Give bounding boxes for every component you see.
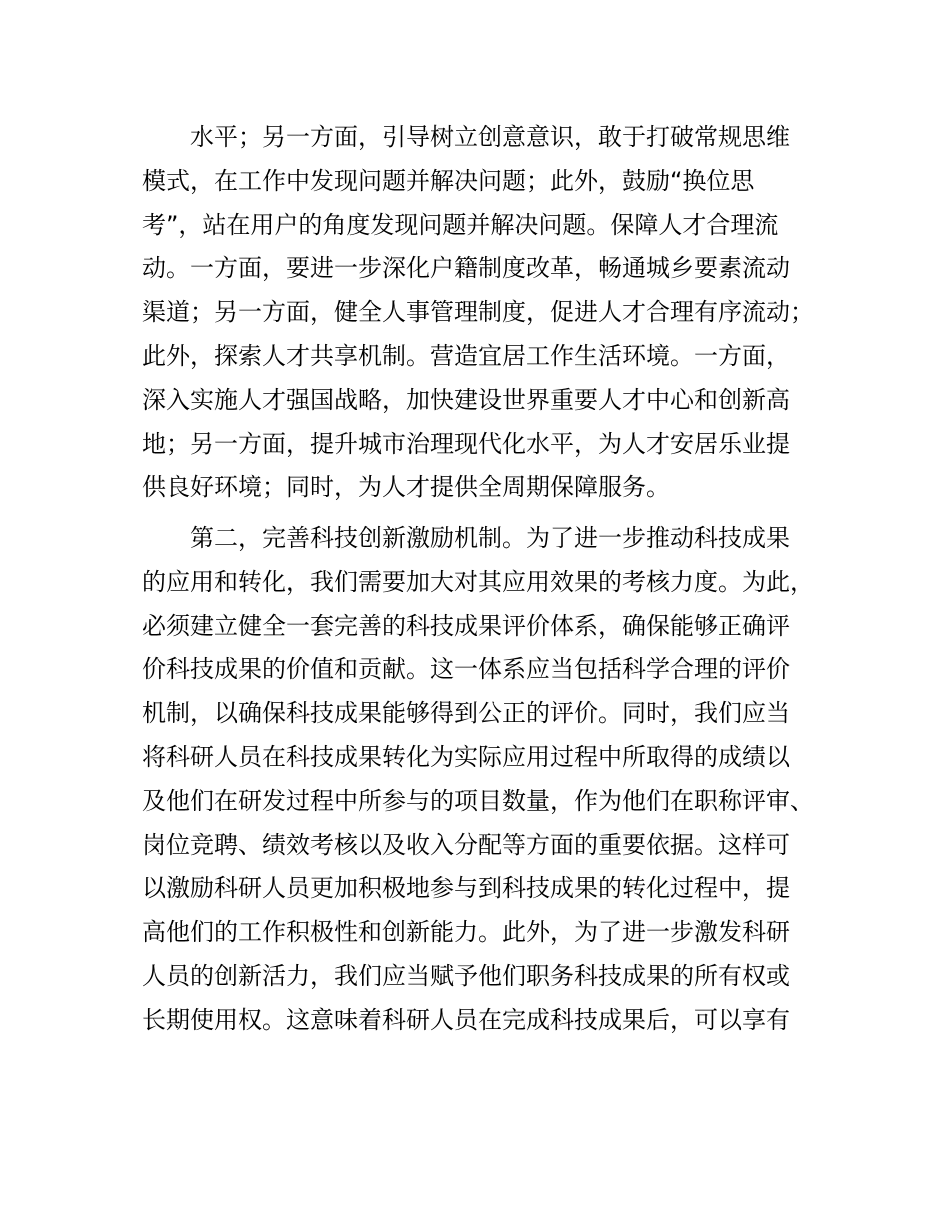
text-line: 必须建立健全一套完善的科技成果评价体系，确保能够正确评 (142, 611, 790, 640)
text-line: 机制，以确保科技成果能够得到公正的评价。同时，我们应当 (142, 699, 790, 728)
text-line: 动。一方面，要进一步深化户籍制度改革，畅通城乡要素流动 (142, 254, 790, 283)
text-line: 长期使用权。这意味着科研人员在完成科技成果后，可以享有 (142, 1005, 790, 1034)
text-line: 岗位竞聘、绩效考核以及收入分配等方面的重要依据。这样可 (142, 830, 790, 859)
text-line: 及他们在研发过程中所参与的项目数量，作为他们在职称评审、 (142, 786, 814, 815)
text-line: 的应用和转化，我们需要加大对其应用效果的考核力度。为此， (142, 567, 814, 596)
text-line: 模式，在工作中发现问题并解决问题；此外，鼓励“换位思 (142, 166, 755, 195)
text-line: 此外，探索人才共享机制。营造宜居工作生活环境。一方面， (142, 341, 790, 370)
text-line: 高他们的工作积极性和创新能力。此外，为了进一步激发科研 (142, 918, 790, 947)
paragraph-1 (142, 116, 842, 510)
text-line: 人员的创新活力，我们应当赋予他们职务科技成果的所有权或 (142, 961, 790, 990)
text-line: 第二，完善科技创新激励机制。为了进一步推动科技成果 (190, 524, 790, 552)
text-line: 深入实施人才强国战略，加快建设世界重要人才中心和创新高 (142, 385, 790, 414)
text-line: 考”，站在用户的角度发现问题并解决问题。保障人才合理流 (142, 210, 779, 239)
text-line: 渠道；另一方面，健全人事管理制度，促进人才合理有序流动； (142, 298, 814, 327)
paragraph-2 (142, 517, 842, 1043)
text-line: 以激励科研人员更加积极地参与到科技成果的转化过程中，提 (142, 874, 790, 903)
text-line: 将科研人员在科技成果转化为实际应用过程中所取得的成绩以 (142, 742, 790, 771)
text-line: 地；另一方面，提升城市治理现代化水平，为人才安居乐业提 (142, 429, 790, 458)
text-line: 供良好环境；同时，为人才提供全周期保障服务。 (142, 473, 670, 502)
text-line: 价科技成果的价值和贡献。这一体系应当包括科学合理的评价 (142, 655, 790, 684)
text-line: 水平；另一方面，引导树立创意意识，敢于打破常规思维 (190, 123, 790, 151)
